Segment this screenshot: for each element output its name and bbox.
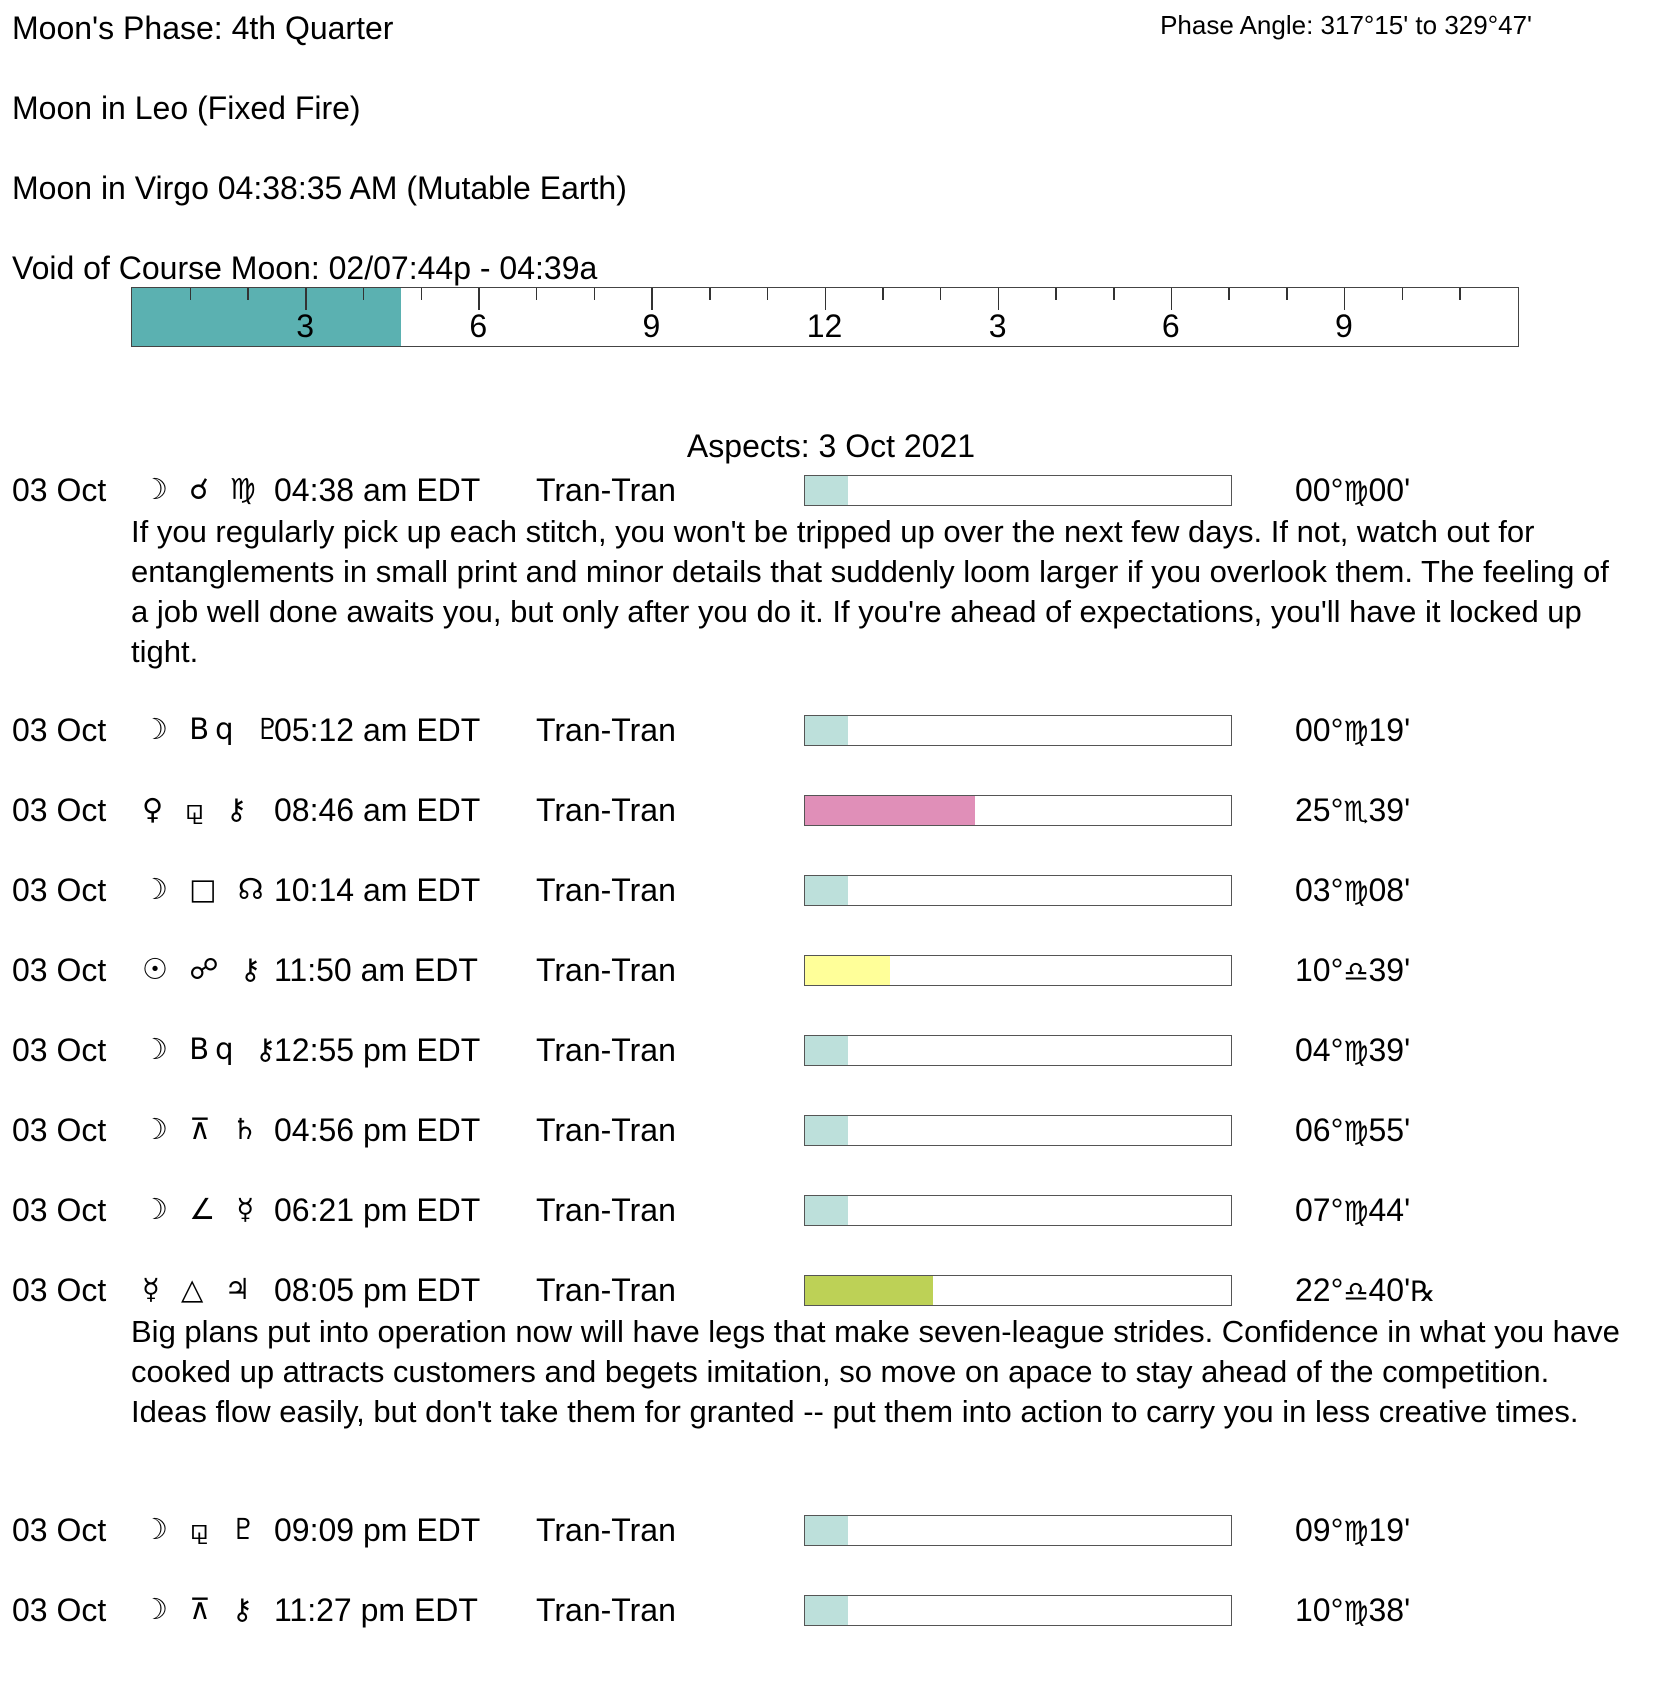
timeline-hour-label: 9 — [642, 308, 661, 344]
timeline-tick — [190, 288, 192, 300]
timeline-tick — [247, 288, 249, 300]
timeline-tick — [709, 288, 711, 300]
aspect-kind: Tran-Tran — [536, 1272, 676, 1308]
aspect-degree: 10° — [1295, 952, 1344, 988]
aspect-description: Big plans put into operation now will have legs that make seven-league strides. Confidence in what you have cooked up attracts customers and begets imitation, so move on apace to stay ahead of the competition. Ideas flow easily, but don't take them for granted -- put them into action to carry you in less creative times. — [131, 1314, 1620, 1429]
aspect-kind: Tran-Tran — [536, 1032, 676, 1068]
aspect-glyphs: ♀ ⚼ ⚷ — [142, 792, 253, 826]
timeline-tick — [1055, 288, 1057, 300]
timeline-tick — [594, 288, 596, 300]
aspect-strength-fill — [805, 1516, 848, 1545]
aspect-time: 05:12 am EDT — [274, 712, 481, 748]
timeline-tick — [825, 288, 827, 310]
aspect-position — [1295, 472, 1410, 509]
timeline-tick — [1228, 288, 1230, 300]
aspect-kind: Tran-Tran — [536, 1192, 676, 1228]
aspect-kind: Tran-Tran — [536, 952, 676, 988]
zodiac-sign-icon: ♍ — [1343, 715, 1369, 748]
aspect-kind: Tran-Tran — [536, 1512, 676, 1548]
phase-angle-label: Phase Angle: 317°15' to 329°47' — [1160, 10, 1532, 40]
aspect-kind: Tran-Tran — [536, 1592, 676, 1628]
aspect-glyphs: ☽ ☌ ♍ — [142, 472, 262, 506]
aspect-glyphs: ☽ ⚼ ♇ — [142, 1512, 263, 1546]
aspect-kind: Tran-Tran — [536, 872, 676, 908]
aspect-strength-fill — [805, 796, 975, 825]
aspect-date: 03 Oct — [12, 1112, 107, 1148]
aspect-degree: 00° — [1295, 472, 1344, 508]
aspect-row — [0, 712, 1662, 752]
aspect-date: 03 Oct — [12, 712, 107, 748]
timeline-tick — [1402, 288, 1404, 300]
aspect-strength-bar — [804, 795, 1232, 826]
aspect-position — [1295, 1032, 1410, 1069]
timeline-tick — [1171, 288, 1173, 310]
aspect-strength-bar — [804, 1595, 1232, 1626]
aspect-position — [1295, 1592, 1410, 1629]
aspect-position — [1295, 1272, 1435, 1309]
aspect-glyphs: ☽ ⊼ ♄ — [142, 1112, 264, 1146]
aspect-minutes: 39' — [1368, 792, 1411, 828]
aspect-time: 09:09 pm EDT — [274, 1512, 481, 1548]
zodiac-sign-icon: ♍ — [1343, 1195, 1369, 1228]
aspect-row — [0, 1192, 1662, 1232]
moon-sign-leo: Moon in Leo (Fixed Fire) — [12, 90, 361, 126]
aspect-position — [1295, 952, 1410, 989]
aspect-glyphs: ☽ ∠ ☿ — [142, 1192, 261, 1226]
aspect-degree: 10° — [1295, 1592, 1344, 1628]
aspect-minutes: 44' — [1368, 1192, 1411, 1228]
aspect-position — [1295, 792, 1410, 829]
aspect-date: 03 Oct — [12, 1272, 107, 1308]
aspect-time: 06:21 pm EDT — [274, 1192, 481, 1228]
aspect-position — [1295, 872, 1410, 909]
aspect-kind: Tran-Tran — [536, 792, 676, 828]
aspect-row — [0, 872, 1662, 912]
aspect-position — [1295, 712, 1410, 749]
timeline-tick — [651, 288, 653, 310]
aspect-degree: 03° — [1295, 872, 1344, 908]
timeline-tick — [1459, 288, 1461, 300]
timeline-hour-label: 9 — [1334, 308, 1353, 344]
aspect-strength-bar — [804, 715, 1232, 746]
aspect-minutes: 39' — [1368, 952, 1411, 988]
zodiac-sign-icon: ♍ — [1343, 1595, 1369, 1628]
aspect-minutes: 40' — [1368, 1272, 1411, 1308]
aspect-glyphs: ☉ ☍ ⚷ — [142, 952, 268, 986]
timeline-hour-label: 3 — [296, 308, 315, 344]
aspect-glyphs: ☽ Bq ⚷ — [142, 1032, 282, 1066]
aspect-strength-fill — [805, 1276, 933, 1305]
void-of-course-timeline — [131, 287, 1519, 347]
aspects-title: Aspects: 3 Oct 2021 — [686, 428, 976, 464]
aspect-time: 11:27 pm EDT — [274, 1592, 478, 1628]
aspect-date: 03 Oct — [12, 872, 107, 908]
aspect-kind: Tran-Tran — [536, 712, 676, 748]
aspect-degree: 22° — [1295, 1272, 1344, 1308]
aspect-degree: 00° — [1295, 712, 1344, 748]
aspect-minutes: 19' — [1368, 712, 1411, 748]
timeline-tick — [536, 288, 538, 300]
aspect-description: If you regularly pick up each stitch, you won't be tripped up over the next few days. If not, watch out for entanglements in small print and minor details that suddenly loom larger if you overlook them. The feeling of a job well done awaits you, but only after you do it. If you're ahead of expectations, you'll have it locked up tight. — [131, 514, 1609, 669]
aspect-time: 04:38 am EDT — [274, 472, 481, 508]
aspect-strength-bar — [804, 1035, 1232, 1066]
aspect-glyphs: ☿ △ ♃ — [142, 1272, 257, 1306]
aspect-time: 04:56 pm EDT — [274, 1112, 481, 1148]
moon-sign-virgo: Moon in Virgo 04:38:35 AM (Mutable Earth) — [12, 170, 627, 206]
aspect-strength-bar — [804, 475, 1232, 506]
aspect-strength-fill — [805, 476, 848, 505]
aspect-date: 03 Oct — [12, 952, 107, 988]
zodiac-sign-icon: ♍ — [1343, 475, 1369, 508]
timeline-tick — [363, 288, 365, 300]
aspect-minutes: 38' — [1368, 1592, 1411, 1628]
aspect-row — [0, 1512, 1662, 1552]
aspect-strength-fill — [805, 1116, 848, 1145]
aspect-date: 03 Oct — [12, 1512, 107, 1548]
zodiac-sign-icon: ♏ — [1343, 795, 1369, 828]
aspect-degree: 06° — [1295, 1112, 1344, 1148]
aspect-date: 03 Oct — [12, 472, 107, 508]
timeline-tick — [1286, 288, 1288, 300]
aspect-strength-fill — [805, 876, 848, 905]
aspect-kind: Tran-Tran — [536, 1112, 676, 1148]
aspect-strength-bar — [804, 1195, 1232, 1226]
aspect-degree: 04° — [1295, 1032, 1344, 1068]
zodiac-sign-icon: ♍ — [1343, 1035, 1369, 1068]
aspect-glyphs: ☽ Bq ♇ — [142, 712, 287, 746]
aspect-glyphs: ☽ □ ☊ — [142, 872, 270, 906]
aspect-row — [0, 792, 1662, 832]
aspect-degree: 09° — [1295, 1512, 1344, 1548]
aspect-time: 08:46 am EDT — [274, 792, 481, 828]
retrograde-icon: ℞ — [1410, 1275, 1436, 1308]
aspect-minutes: 00' — [1368, 472, 1411, 508]
aspect-minutes: 19' — [1368, 1512, 1411, 1548]
aspect-date: 03 Oct — [12, 1192, 107, 1228]
void-period-fill — [132, 288, 401, 346]
zodiac-sign-icon: ♍ — [1343, 875, 1369, 908]
timeline-tick — [940, 288, 942, 300]
zodiac-sign-icon: ♍ — [1343, 1515, 1369, 1548]
aspect-row — [0, 1032, 1662, 1072]
aspect-position — [1295, 1112, 1410, 1149]
timeline-hour-label: 12 — [806, 308, 843, 344]
aspect-strength-bar — [804, 955, 1232, 986]
aspect-strength-fill — [805, 1036, 848, 1065]
aspect-position — [1295, 1512, 1410, 1549]
timeline-tick — [421, 288, 423, 300]
timeline-tick — [478, 288, 480, 310]
zodiac-sign-icon: ♎ — [1343, 955, 1369, 988]
aspect-minutes: 08' — [1368, 872, 1411, 908]
aspect-date: 03 Oct — [12, 1032, 107, 1068]
aspect-degree: 25° — [1295, 792, 1344, 828]
aspect-row — [0, 472, 1662, 512]
aspect-strength-bar — [804, 1275, 1232, 1306]
aspect-strength-bar — [804, 875, 1232, 906]
moon-phase-label: Moon's Phase: 4th Quarter — [12, 10, 394, 46]
aspect-row — [0, 1592, 1662, 1632]
aspect-time: 12:55 pm EDT — [274, 1032, 481, 1068]
aspect-time: 08:05 pm EDT — [274, 1272, 481, 1308]
aspect-strength-bar — [804, 1115, 1232, 1146]
aspect-strength-fill — [805, 1596, 848, 1625]
aspect-degree: 07° — [1295, 1192, 1344, 1228]
timeline-tick — [1113, 288, 1115, 300]
aspect-strength-bar — [804, 1515, 1232, 1546]
aspect-minutes: 55' — [1368, 1112, 1411, 1148]
timeline-tick — [1344, 288, 1346, 310]
aspect-row — [0, 952, 1662, 992]
timeline-tick — [882, 288, 884, 300]
timeline-tick — [305, 288, 307, 310]
aspect-strength-fill — [805, 1196, 848, 1225]
aspect-glyphs: ☽ ⊼ ⚷ — [142, 1592, 259, 1626]
timeline-tick — [998, 288, 1000, 310]
aspect-date: 03 Oct — [12, 792, 107, 828]
aspect-kind: Tran-Tran — [536, 472, 676, 508]
aspect-position — [1295, 1192, 1410, 1229]
aspect-minutes: 39' — [1368, 1032, 1411, 1068]
timeline-hour-label: 6 — [1161, 308, 1180, 344]
zodiac-sign-icon: ♎ — [1343, 1275, 1369, 1308]
void-of-course-label: Void of Course Moon: 02/07:44p - 04:39a — [12, 250, 598, 286]
aspect-time: 10:14 am EDT — [274, 872, 481, 908]
aspect-row — [0, 1272, 1662, 1312]
aspect-strength-fill — [805, 956, 890, 985]
timeline-tick — [767, 288, 769, 300]
aspect-row — [0, 1112, 1662, 1152]
timeline-hour-label: 3 — [988, 308, 1007, 344]
aspect-date: 03 Oct — [12, 1592, 107, 1628]
aspect-time: 11:50 am EDT — [274, 952, 478, 988]
zodiac-sign-icon: ♍ — [1343, 1115, 1369, 1148]
aspect-strength-fill — [805, 716, 848, 745]
timeline-hour-label: 6 — [469, 308, 488, 344]
